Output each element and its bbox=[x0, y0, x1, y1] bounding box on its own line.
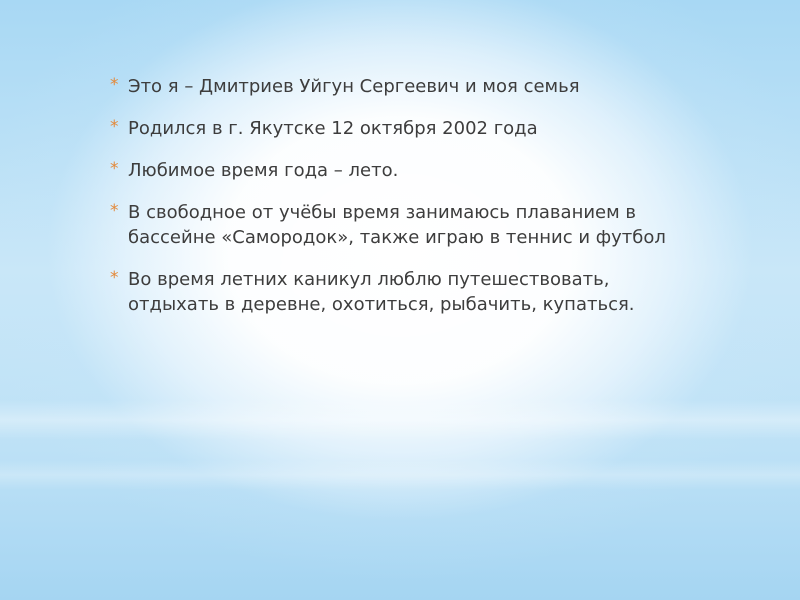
asterisk-icon: * bbox=[110, 159, 119, 179]
background-glow bbox=[0, 400, 800, 440]
bullet-item bbox=[110, 74, 690, 99]
bullet-text: Это я – Дмитриев Уйгун Сергеевич и моя семья bbox=[128, 76, 580, 97]
asterisk-icon: * bbox=[110, 201, 119, 221]
asterisk-icon: * bbox=[110, 75, 119, 95]
bullet-item bbox=[110, 200, 690, 250]
bullet-text: В свободное от учёбы время занимаюсь плаванием в бассейне «Самородок», также играю в теннис и футбол bbox=[128, 202, 666, 248]
bullet-item bbox=[110, 158, 690, 183]
bullet-text: Любимое время года – лето. bbox=[128, 160, 399, 181]
asterisk-icon: * bbox=[110, 117, 119, 137]
asterisk-icon: * bbox=[110, 268, 119, 288]
bullet-text: Родился в г. Якутске 12 октября 2002 года bbox=[128, 118, 538, 139]
bullet-list bbox=[110, 74, 690, 334]
background-glow bbox=[0, 460, 800, 490]
bullet-text: Во время летних каникул люблю путешествовать, отдыхать в деревне, охотиться, рыбачить, купаться. bbox=[128, 269, 635, 315]
bullet-item bbox=[110, 116, 690, 141]
bullet-item bbox=[110, 267, 690, 317]
